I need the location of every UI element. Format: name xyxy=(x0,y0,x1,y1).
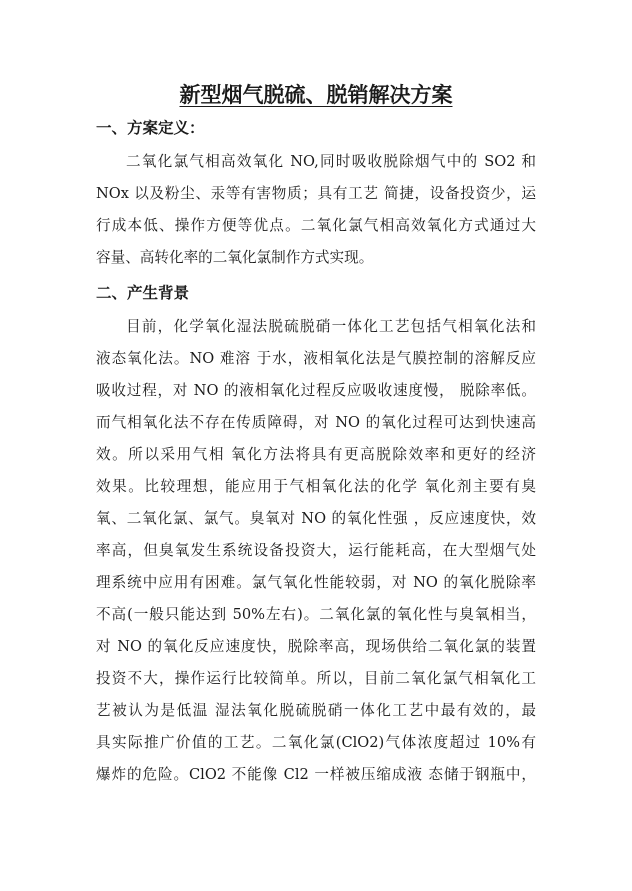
paragraph-line: 效果。比较理想，能应用于气相氧化法的化学 氧化剂主要有臭 xyxy=(96,478,536,495)
page-title xyxy=(0,80,632,110)
paragraph-line: 行成本低、操作方便等优点。二氧化氯气相高效氧化方式通过大 xyxy=(96,217,536,234)
paragraph-line: 艺被认为是低温 湿法氧化脱硫脱硝一体化工艺中最有效的，最 xyxy=(96,702,536,719)
paragraph-line: NOx 以及粉尘、汞等有害物质；具有工艺 简捷，设备投资少，运 xyxy=(96,185,536,202)
paragraph-line: 效。所以采用气相 氧化方法将具有更高脱除效率和更好的经济 xyxy=(96,446,536,463)
paragraph-line: 爆炸的危险。ClO2 不能像 Cl2 一样被压缩成液 态储于钢瓶中， xyxy=(96,766,536,783)
paragraph-line: 不高(一般只能达到 50%左右)。二氧化氯的氧化性与臭氧相当， xyxy=(96,606,536,623)
paragraph-line: 率高，但臭氧发生系统设备投资大，运行能耗高，在大型烟气处 xyxy=(96,542,536,559)
paragraph-line: 而气相氧化法不存在传质障碍，对 NO 的氧化过程可达到快速高 xyxy=(96,414,536,431)
paragraph-line: 理系统中应用有困难。氯气氧化性能较弱，对 NO 的氧化脱除率 xyxy=(96,574,536,591)
paragraph-line: 具实际推广价值的工艺。二氧化氯(ClO2)气体浓度超过 10%有 xyxy=(96,734,536,751)
section-heading-definition: 一、方案定义： xyxy=(96,118,205,137)
page-title-text: 新型烟气脱硫、脱销解决方案 xyxy=(179,82,453,107)
paragraph-line: 对 NO 的氧化反应速度快，脱除率高，现场供给二氧化氯的装置 xyxy=(96,638,536,655)
paragraph-line: 目前，化学氧化湿法脱硫脱硝一体化工艺包括气相氧化法和 xyxy=(126,318,536,335)
paragraph-line: 氧、二氧化氯、氯气。臭氧对 NO 的氧化性强 ，反应速度快，效 xyxy=(96,510,536,527)
paragraph-line: 投资不大，操作运行比较简单。所以，目前二氧化氯气相氧化工 xyxy=(96,670,536,687)
paragraph-line: 吸收过程，对 NO 的液相氧化过程反应吸收速度慢， 脱除率低。 xyxy=(96,382,536,399)
paragraph-line: 二氧化氯气相高效氧化 NO,同时吸收脱除烟气中的 SO2 和 xyxy=(126,153,536,170)
section-heading-background: 二、产生背景 xyxy=(96,283,190,302)
paragraph-line: 液态氧化法。NO 难溶 于水，液相氧化法是气膜控制的溶解反应 xyxy=(96,350,536,367)
paragraph-line: 容量、高转化率的二氧化氯制作方式实现。 xyxy=(96,249,374,266)
